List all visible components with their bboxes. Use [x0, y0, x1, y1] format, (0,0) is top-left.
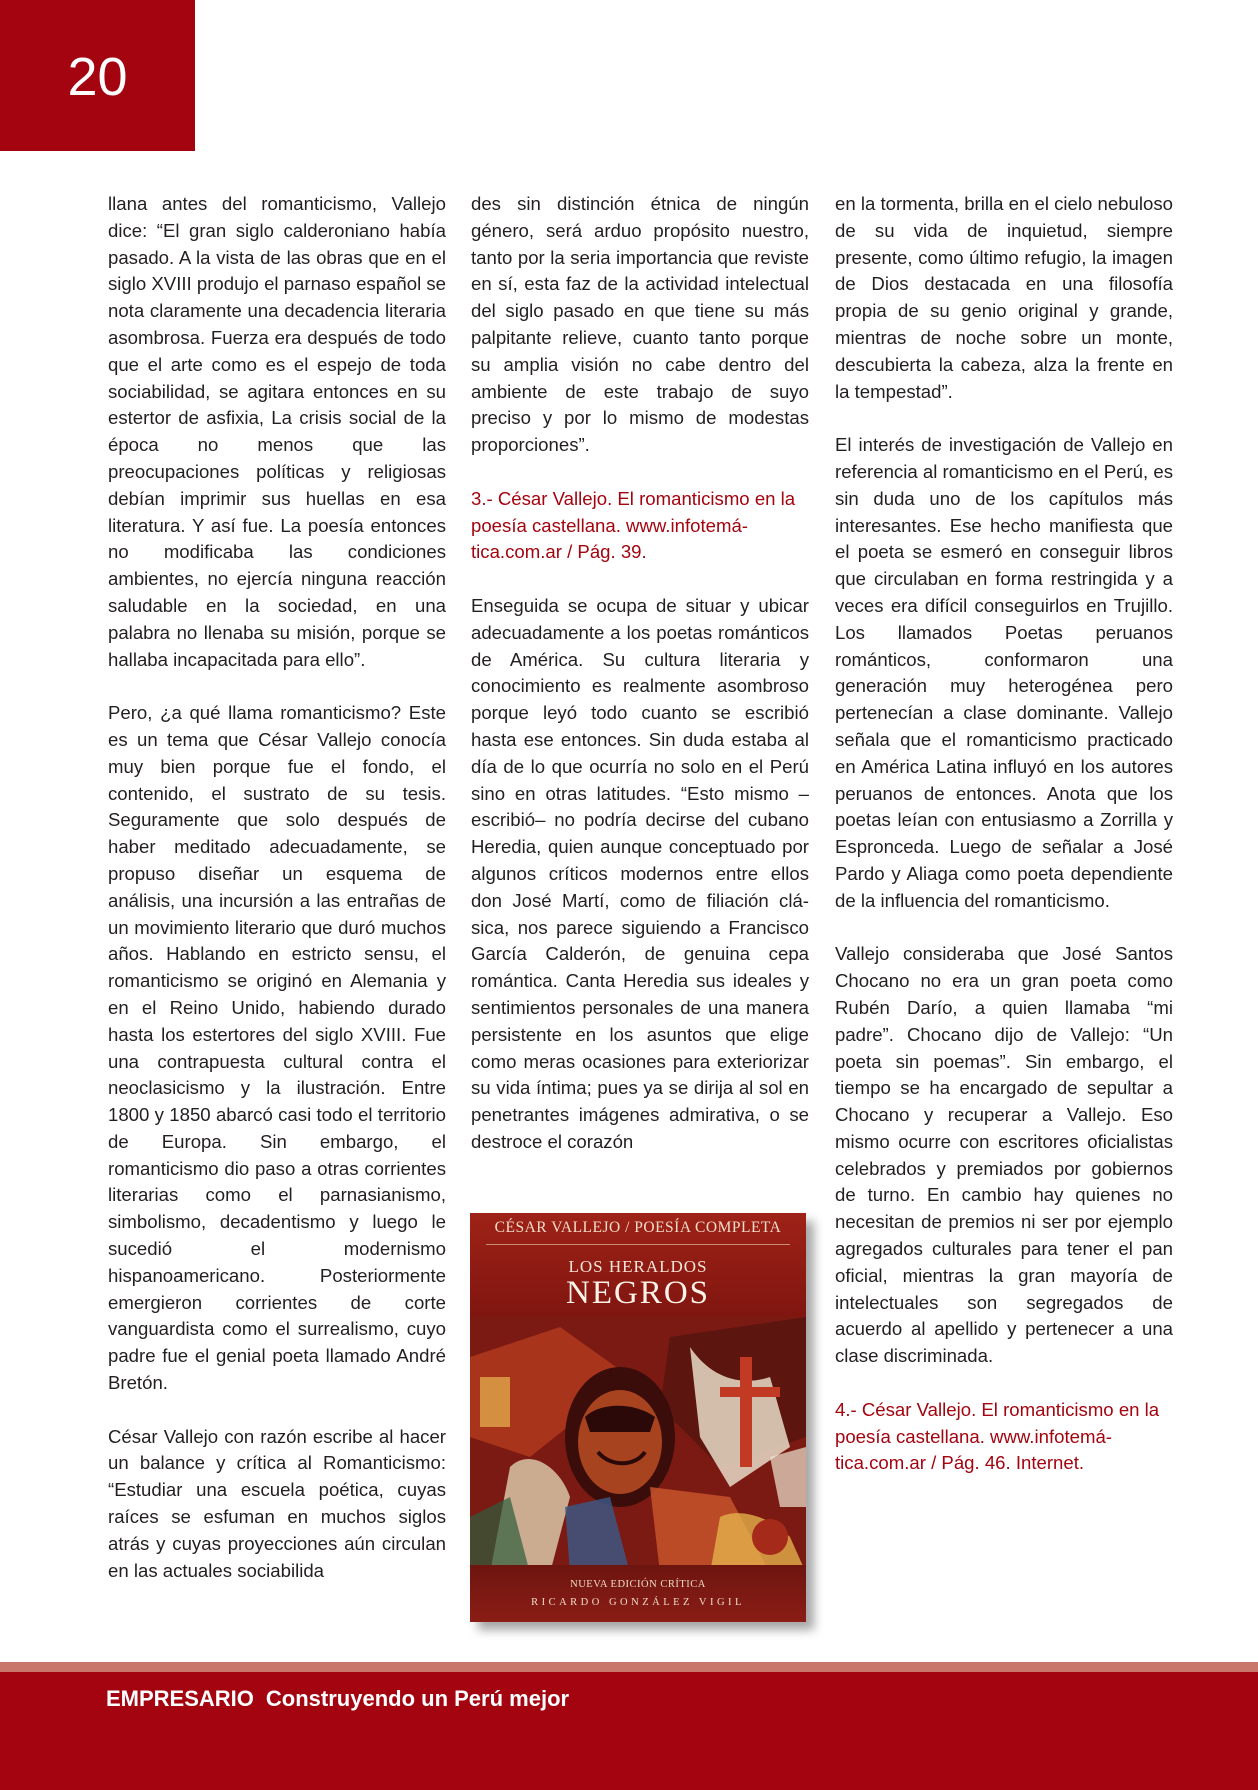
footnote-reference: 4.- César Vallejo. El romanticismo en la poesía castellana. www.infotemática.com.ar / Pág. 46. Internet. — [835, 1398, 1160, 1474]
footer-brand: EMPRESARIO — [106, 1686, 254, 1711]
paragraph: en la tormenta, brilla en el cielo nebuloso de su vida de inquietud, siempre presente, como último refugio, la imagen de Dios destacada en una filosofía propia de su genio original y grande, mientras de noche sobre un monte, descubierta la cabeza, alza la frente en la tempestad”. — [835, 193, 1173, 402]
paragraph: El interés de investigación de Vallejo en referencia al romanticismo en el Perú, es sin duda uno de los capítulos más interesantes. Ese hecho manifiesta que el poeta se esmeró en conseguir libros que circulaban en forma restringida y a veces era difícil conseguirlos en Trujillo. Los llamados Poetas peruanos románticos, conformaron una generación muy heterogénea pero pertenecían a clase dominante. Vallejo señala que el romanticismo practicado en América Latina influyó en los autores peruanos de entonces. Anota que los poetas leían con entusiasmo a Zorrilla y Espronceda. Luego de señalar a José Pardo y Aliaga como poeta dependiente de la influencia del romanticismo. — [835, 434, 1173, 911]
book-title-line-2: NEGROS — [565, 1275, 711, 1311]
book-title-line-1: LOS HERALDOS — [568, 1257, 708, 1276]
page-number: 20 — [0, 0, 195, 151]
text-column-1 — [108, 191, 446, 1584]
paragraph: Pero, ¿a qué llama romanticismo? Este es un tema que César Vallejo conocía muy bien porque fue el fondo, el contenido, el sustrato de su tesis. Seguramente que solo después de haber meditado adecuadamente, se propuso diseñar un esquema de análisis, una incursión a las entrañas de un movimiento literario que duró muchos años. Hablando en estricto sensu, el romanticismo se originó en Alemania y en el Reino Unido, habiendo durado hasta los estertores del siglo XVIII. Fue una contrapuesta cultural contra el neoclasicismo y la ilustración. Entre 1800 y 1850 abarcó casi todo el territorio de Europa. Sin embargo, el romanticismo dio paso a otras corrientes literarias como el parnasianismo, simbolismo, decadentismo y luego le sucedió el modernismo hispanoamericano. Posteriormente emergieron corrientes de corte vanguardista como el surrealismo, cuyo padre fue el genial poeta llamado André Bretón. — [108, 702, 446, 1394]
text-column-2 — [471, 191, 809, 1156]
book-cover-image — [470, 1213, 808, 1624]
book-editor-name: RICARDO GONZÁLEZ VIGIL — [531, 1597, 745, 1608]
book-cover-artwork — [470, 1317, 806, 1573]
book-cover-bottom-band — [470, 1565, 806, 1622]
book-divider — [486, 1244, 790, 1245]
book-edition: NUEVA EDICIÓN CRÍTICA — [570, 1579, 706, 1590]
footer-stripe — [0, 1662, 1258, 1672]
paragraph: Vallejo consideraba que José Santos Chocano no era un gran poeta como Rubén Darío, a quien llamaba “mi padre”. Chocano dijo de Vallejo: “Un poeta sin poemas”. Sin embargo, el tiempo se ha encargado de sepultar a Chocano y recuperar a Vallejo. Eso mismo ocurre con escritores oficialistas celebrados y premiados por gobiernos de turno. En cambio hay quienes no necesitan de premios ni ser por ejemplo agregados culturales para tener el pan oficial, mientras la gran mayoría de intelectuales son segregados de acuerdo al apellido y pertenecer a una clase discriminada. — [835, 943, 1173, 1367]
paragraph: des sin distinción étnica de ningún género, será arduo propósito nuestro, tanto por la seria importancia que reviste en sí, esta faz de la actividad intelectual del siglo pasado en que tiene su más palpitante relieve, cuanto tanto porque su amplia visión no cabe dentro del ambiente de este trabajo de suyo preciso y por lo mismo de modestas proporciones”. — [471, 193, 809, 456]
footer-tagline: Construyendo un Perú mejor — [265, 1686, 570, 1711]
paragraph: Enseguida se ocupa de situar y ubicar adecuadamente a los poetas románticos de América. Su cultura literaria y conocimiento es realmente asombroso porque leyó todo cuanto se escribió hasta ese entonces. Sin duda estaba al día de lo que ocurría no solo en el Perú sino en otras latitudes. “Esto mismo –escribió– no podría decirse del cubano Heredia, quien aunque conceptuado por algunos críticos modernos entre ellos don José Martí, como de filiación clásica, nos parece siguiendo a Francisco García Calderón, de genuina cepa romántica. Canta Heredia sus ideales y sentimientos personales de una manera persistente en los asuntos que elige como meras ocasiones para exteriorizar su vida íntima; pues ya se dirija al sol en penetrantes imágenes admirativa, o se destroce el corazón — [471, 594, 809, 1152]
text-column-3 — [835, 191, 1173, 1477]
book-series-title: CÉSAR VALLEJO / POESÍA COMPLETA — [494, 1219, 782, 1236]
paragraph: César Vallejo con razón escribe al hacer un balance y crítica al Romanticismo: “Estudiar una escuela poética, cuyas raíces se esfuman en muchos siglos atrás y cuyas proyecciones aún circulan en las actuales sociabilida — [108, 1425, 446, 1581]
book-cover — [470, 1213, 806, 1622]
paragraph: llana antes del romanticismo, Vallejo dice: “El gran siglo calderoniano había pasado. A la vista de las obras que en el siglo XVIII produjo el parnaso español se nota claramente una decadencia literaria asombrosa. Fuerza era después de todo que el arte como es el espejo de toda sociabilidad, se agitara entonces en su estertor de asfixia, La crisis social de la época no menos que las preocupaciones políticas y religiosas debían imprimir sus huellas en esa literatura. Y así fue. La poesía entonces no modificaba las condiciones ambientes, no ejercía ninguna reacción saludable en la sociedad, en una palabra no llenaba su misión, porque se hallaba incapacitada para ello”. — [108, 193, 447, 670]
footer-text — [106, 1686, 569, 1712]
footnote-reference: 3.- César Vallejo. El romanticismo en la poesía castellana. www.infotemática.com.ar / Pág. 39. — [471, 487, 796, 563]
